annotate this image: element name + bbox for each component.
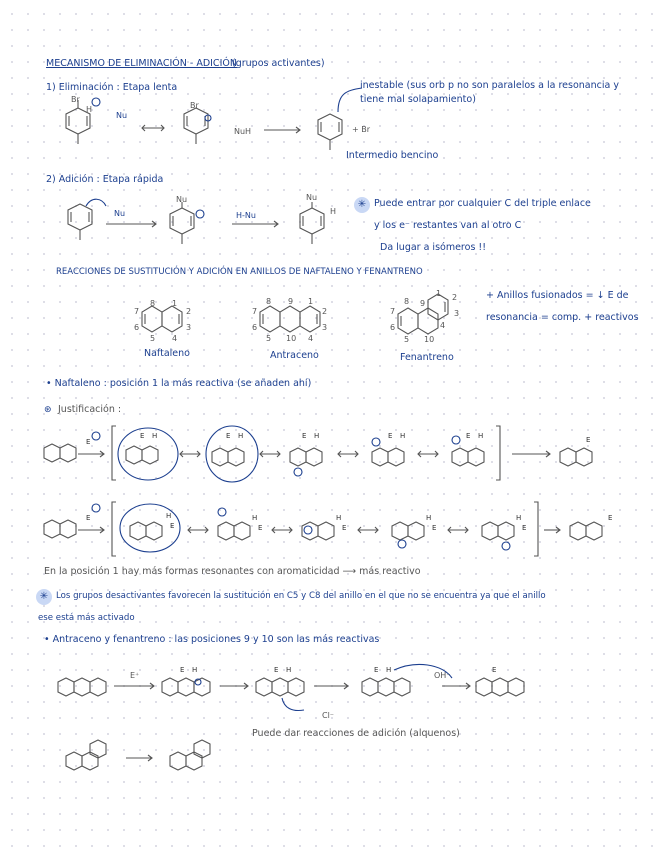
position-note: En la posición 1 hay más formas resonantes con aromaticidad ⟶ más reactivo	[44, 566, 421, 577]
anthracene-label: Antraceno	[270, 350, 319, 361]
svg-text:E: E	[374, 666, 379, 674]
svg-text:H: H	[238, 432, 244, 440]
svg-text:H: H	[152, 432, 158, 440]
phenanthrene-label: Fenantreno	[400, 352, 454, 363]
fused-note-2: resonancia = comp. + reactivos	[486, 312, 639, 323]
note-enter-3: Da lugar a isómeros !!	[380, 242, 487, 253]
step1-benzene-anion	[178, 96, 228, 146]
h-label-2: H	[330, 207, 337, 216]
anth-pos-1: 1	[308, 297, 314, 306]
svg-text:E: E	[522, 524, 527, 532]
resonance-arrow-1	[140, 124, 166, 132]
step1-benzene-start	[60, 96, 110, 146]
phen-pos-3: 3	[454, 309, 460, 318]
reaction-arrow-2	[104, 220, 158, 228]
svg-text:E: E	[86, 438, 91, 446]
star-icon-2: ⊛	[44, 405, 52, 415]
phen-pos-5: 5	[404, 335, 410, 344]
reaction-arrow-1	[262, 126, 302, 134]
svg-text:H: H	[516, 514, 522, 522]
svg-text:E: E	[226, 432, 231, 440]
naph-pos-7: 7	[134, 307, 140, 316]
naphthalene-label: Naftaleno	[144, 348, 190, 359]
svg-text:H: H	[252, 514, 258, 522]
anth-pos-4: 4	[308, 334, 314, 343]
anth-pos-7: 7	[252, 307, 258, 316]
anth-pos-10: 10	[286, 334, 297, 343]
deactivating-note-1: Los grupos desactivantes favorecen la sustitución en C5 y C8 del anillo en el que no se encuentra ya que el anillo	[56, 591, 546, 601]
svg-text:H: H	[286, 666, 292, 674]
anth-pos-2: 2	[322, 307, 328, 316]
star-icon-3: ✳	[36, 589, 52, 605]
naphthalene-structure	[138, 298, 198, 342]
svg-text:H: H	[478, 432, 484, 440]
br-label: Br	[71, 95, 80, 104]
phen-pos-6: 6	[390, 323, 396, 332]
nu-label-2: Nu	[176, 195, 188, 204]
step2-product	[294, 196, 344, 250]
anth-pos-8: 8	[266, 297, 272, 306]
phen-pos-4: 4	[440, 321, 446, 330]
naph-pos-2: 2	[186, 307, 192, 316]
phen-pos-1: 1	[436, 289, 442, 298]
anth-pos-9: 9	[288, 297, 294, 306]
step1-heading: 1) Eliminación : Etapa lenta	[46, 82, 178, 93]
svg-text:E: E	[342, 524, 347, 532]
star-icon: ✳	[354, 197, 370, 213]
svg-text:E: E	[388, 432, 393, 440]
naph-pos-3: 3	[186, 323, 192, 332]
note-enter-1: Puede entrar por cualquier C del triple enlace	[374, 198, 591, 209]
naph-pos-1: 1	[172, 299, 178, 308]
svg-text:E: E	[170, 522, 175, 530]
cl-minus-reagent: Cl⁻	[322, 711, 335, 720]
nu-reagent-label: Nu	[114, 209, 126, 218]
oh-minus-reagent: OH⁻	[434, 671, 451, 680]
svg-text:H: H	[386, 666, 392, 674]
justification-row-2	[40, 494, 630, 564]
unstable-note-2: tiene mal solapamiento)	[360, 94, 476, 105]
svg-text:E: E	[608, 514, 613, 522]
naph-pos-4: 4	[172, 334, 178, 343]
anth-phen-note: • Antraceno y fenantreno : las posiciones 9 y 10 son las más reactivas	[44, 634, 380, 645]
svg-text:E: E	[466, 432, 471, 440]
naph-pos-8: 8	[150, 299, 156, 308]
phen-pos-9: 9	[420, 299, 426, 308]
nu-label-3: Nu	[306, 193, 318, 202]
svg-text:E: E	[140, 432, 145, 440]
naph-pos-5: 5	[150, 334, 156, 343]
svg-text:E: E	[180, 666, 185, 674]
svg-text:E: E	[274, 666, 279, 674]
naph-pos-6: 6	[134, 323, 140, 332]
svg-text:H: H	[426, 514, 432, 522]
svg-text:E: E	[492, 666, 497, 674]
justification-row-1	[40, 418, 620, 488]
svg-text:H: H	[166, 512, 172, 520]
e-plus-reagent: E⁺	[130, 671, 140, 680]
phen-pos-2: 2	[452, 293, 458, 302]
deactivating-note-2: ese está más activado	[38, 613, 135, 623]
naph-position-note: • Naftaleno : posición 1 la más reactiva (se añaden ahí)	[46, 378, 312, 389]
anth-pos-5: 5	[266, 334, 272, 343]
br-minus-label: + Br	[352, 125, 371, 134]
svg-text:E: E	[432, 524, 437, 532]
anth-pos-6: 6	[252, 323, 258, 332]
anthracene-mechanism	[56, 664, 536, 724]
justification-label: Justificación :	[58, 404, 122, 415]
svg-text:E: E	[258, 524, 263, 532]
unstable-note-1: inestable (sus orb p no son paralelos a la resonancia y	[360, 80, 619, 91]
title-note: (grupos activantes)	[232, 58, 325, 69]
note-enter-2: y los e⁻ restantes van al otro C	[374, 220, 522, 231]
svg-text:H: H	[336, 514, 342, 522]
phen-pos-10: 10	[424, 335, 435, 344]
svg-text:E: E	[586, 436, 591, 444]
nuh-label: NuH	[234, 127, 252, 136]
addition-note: Puede dar reacciones de adición (alquenos)	[252, 728, 460, 739]
svg-text:E: E	[302, 432, 307, 440]
anth-pos-3: 3	[322, 323, 328, 332]
svg-text:H: H	[314, 432, 320, 440]
svg-text:H: H	[400, 432, 406, 440]
step2-heading: 2) Adición : Etapa rápida	[46, 174, 164, 185]
nu-label: Nu	[116, 111, 128, 120]
page-title: MECANISMO DE ELIMINACIÓN - ADICIÓN	[46, 58, 237, 69]
svg-text:H: H	[192, 666, 198, 674]
phenanthrene-addition	[64, 736, 234, 776]
br-label-2: Br	[190, 101, 199, 110]
svg-text:E: E	[86, 514, 91, 522]
reactions-title: REACCIONES DE SUSTITUCIÓN Y ADICIÓN EN ANILLOS DE NAFTALENO Y FENANTRENO	[56, 267, 423, 277]
h-label: H	[86, 105, 93, 114]
phen-pos-8: 8	[404, 297, 410, 306]
phen-pos-7: 7	[390, 307, 396, 316]
hnu-reagent-label: H-Nu	[236, 211, 256, 220]
intermediate-label: Intermedio bencino	[346, 150, 439, 161]
fused-note-1: + Anillos fusionados = ↓ E de	[486, 290, 629, 301]
step2-carbanion	[164, 196, 214, 250]
reaction-arrow-3	[230, 220, 280, 228]
